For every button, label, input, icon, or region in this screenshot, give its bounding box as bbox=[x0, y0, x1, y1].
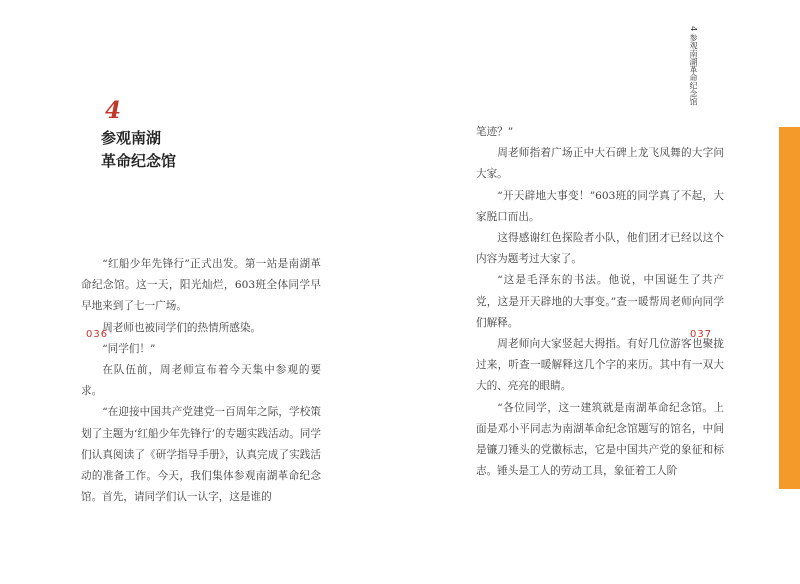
paragraph: “同学们！” bbox=[102, 342, 156, 355]
running-head-number: 4 bbox=[689, 26, 698, 32]
paragraph: “这是毛泽东的书法。他说，中国诞生了共产党，这是开天辟地的大事变。”查一暖帮周老师向同学们解释。 bbox=[476, 274, 724, 329]
chapter-title-line1: 参观南湖 bbox=[101, 129, 162, 147]
running-head-text: 参观南湖革命纪念馆 bbox=[689, 33, 698, 106]
paragraph: “红船少年先锋行”正式出发。第一站是南湖革命纪念馆。这一天，阳光灿烂，603班全体同学早早地来到了七一广场。 bbox=[81, 258, 321, 313]
paragraph: 在队伍前，周老师宣布着今天集中参观的要求。 bbox=[81, 364, 321, 398]
chapter-number: 4 bbox=[105, 97, 122, 124]
paragraph: “在迎接中国共产党建党一百周年之际，学校策划了主题为‘红船少年先锋行’的专题实践活动。同学们认真阅读了《研学指导手册》，认真完成了实践活动的准备工作。今天，我们集体参观南湖革命纪念馆。首先，请同学们认一认字，这是谁的 bbox=[81, 406, 321, 504]
right-page bbox=[400, 0, 800, 584]
left-body-text bbox=[81, 254, 321, 508]
paragraph: 周老师也被同学们的热情所感染。 bbox=[102, 321, 262, 334]
paragraph: 周老师指着广场正中大石碑上龙飞凤舞的大字问大家。 bbox=[476, 147, 724, 181]
paragraph: “各位同学，这一建筑就是南湖革命纪念馆。上面是邓小平同志为南湖革命纪念馆题写的馆名，中间是镰刀锤头的党徽标志，它是中国共产党的象征和标志。锤头是工人的劳动工具，象征着工人阶 bbox=[476, 401, 724, 478]
chapter-title bbox=[101, 127, 176, 173]
paragraph: 笔迹？” bbox=[476, 126, 514, 138]
paragraph: “开天辟地大事变！”603班的同学真了不起，大家脱口而出。 bbox=[476, 189, 724, 223]
chapter-edge-tab bbox=[779, 127, 800, 489]
running-head bbox=[688, 26, 698, 106]
paragraph: 周老师向大家竖起大拇指。有好几位游客也聚拢过来，听查一暖解释这几个字的来历。其中有一双大大的、亮亮的眼睛。 bbox=[476, 338, 724, 393]
page-number-left: 036 bbox=[86, 329, 109, 340]
page-number-right: 037 bbox=[690, 329, 713, 340]
chapter-title-line2: 革命纪念馆 bbox=[101, 152, 177, 170]
paragraph: 这得感谢红色探险者小队，他们团才已经以这个内容为题考过大家了。 bbox=[476, 232, 724, 266]
right-body-text bbox=[476, 122, 724, 482]
